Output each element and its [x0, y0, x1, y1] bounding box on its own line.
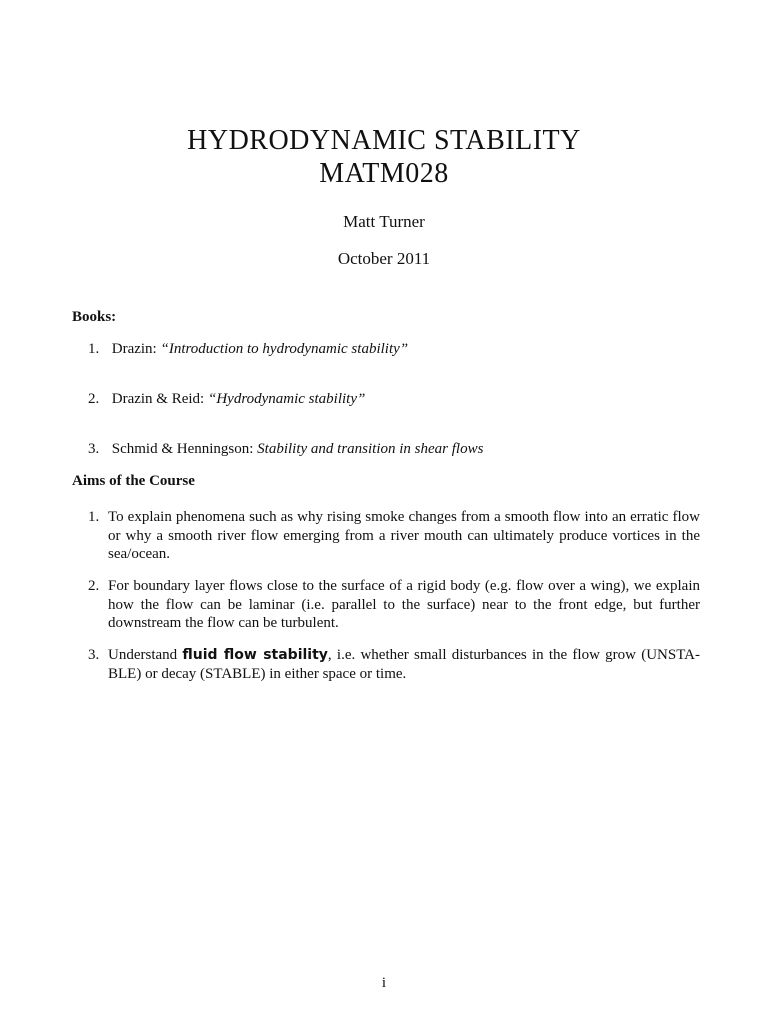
author-name: Matt Turner — [343, 212, 425, 231]
aim-text — [108, 646, 700, 683]
aim-number: 2. — [88, 578, 100, 594]
aim-bold-term: fluid flow stability — [182, 647, 328, 663]
book-number: 1. — [88, 341, 100, 357]
book-title: “Hydrodynamic stability” — [207, 391, 366, 407]
book-authors: Schmid & Henningson: — [111, 441, 258, 457]
document-date: October 2011 — [337, 249, 431, 268]
book-item — [88, 391, 365, 408]
book-item — [88, 341, 408, 358]
aim-text: To explain phenomena such as why rising smoke changes from a smooth flow into an erratic flow or why a smooth river flow emerging from a river mouth can ultimately produce vortices in the sea/ocean. — [108, 509, 700, 562]
aim-number: 3. — [88, 647, 100, 663]
aim-item — [88, 577, 700, 633]
aim-text-after: , i.e. whether small disturbances in the flow grow (UNSTA- BLE) or decay (STABLE) in either space or time. — [108, 647, 700, 682]
book-title: “Introduction to hydrodynamic stability” — [160, 341, 409, 357]
aim-text: For boundary layer flows close to the surface of a rigid body (e.g. flow over a wing), we explain how the flow can be laminar (i.e. parallel to the surface) near to the front edge, but further downstream the flow can be turbulent. — [108, 578, 700, 631]
title-line-2: MATM028 — [319, 158, 449, 189]
book-title: Stability and transition in shear flows — [257, 441, 484, 457]
book-authors: Drazin: — [111, 341, 161, 357]
book-item — [88, 441, 483, 458]
title-line-1: HYDRODYNAMIC STABILITY — [187, 125, 581, 156]
book-number: 3. — [88, 441, 100, 457]
book-number: 2. — [88, 391, 100, 407]
aim-number: 1. — [88, 509, 100, 525]
aim-item — [88, 646, 700, 683]
books-heading: Books: — [72, 309, 117, 325]
aim-text-before: Understand — [108, 647, 183, 663]
book-authors: Drazin & Reid: — [111, 391, 208, 407]
page-number: i — [381, 975, 387, 991]
aims-heading: Aims of the Course — [72, 473, 195, 489]
aim-item — [88, 508, 700, 564]
document-title — [0, 124, 768, 190]
